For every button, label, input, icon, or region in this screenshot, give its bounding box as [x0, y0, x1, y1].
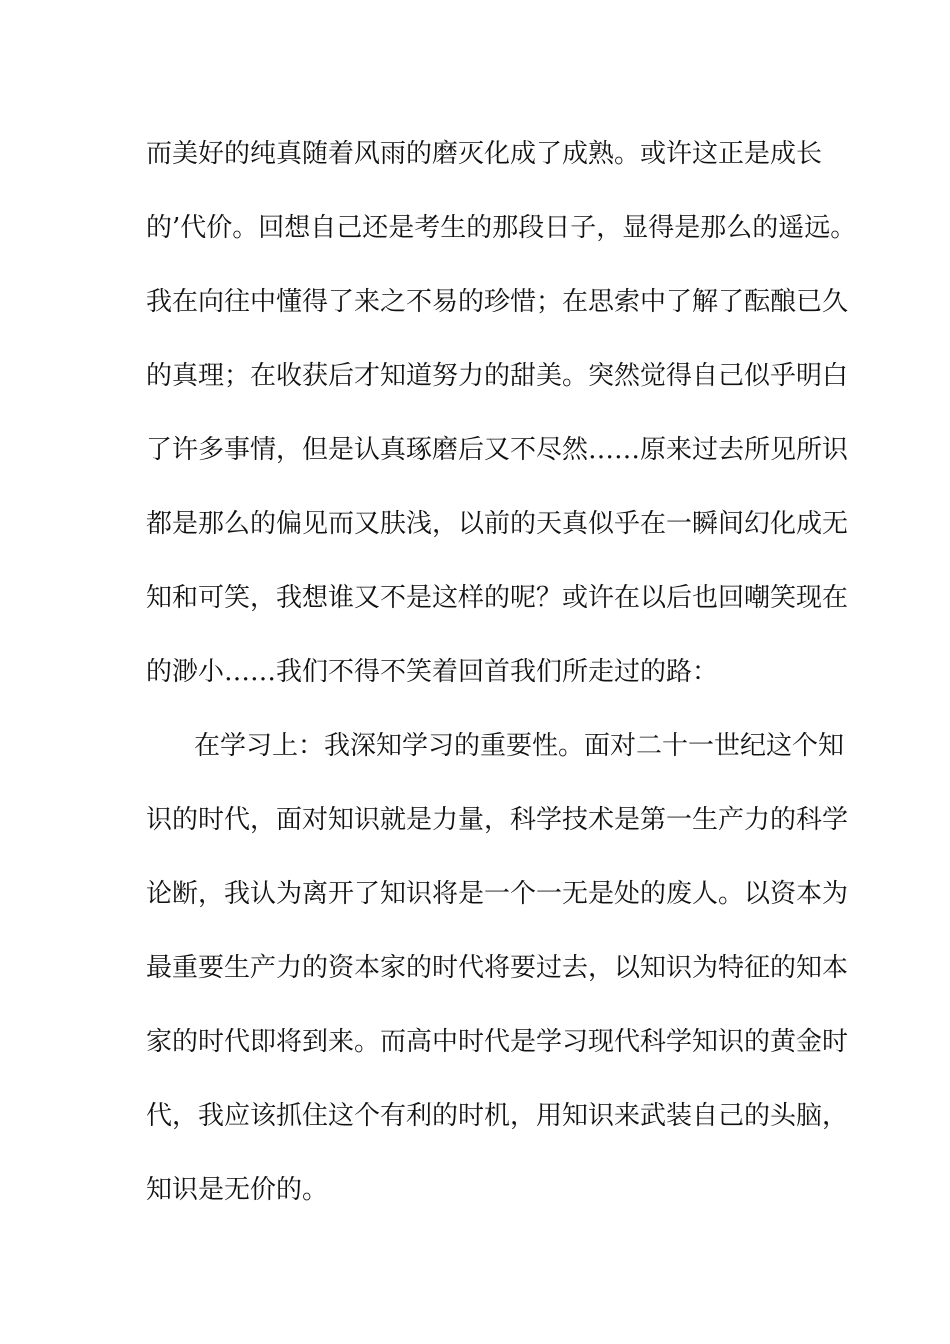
paragraph-line: 都是那么的偏见而又肤浅，以前的天真似乎在一瞬间幻化成无: [146, 509, 849, 539]
paragraph-line: 了许多事情，但是认真琢磨后又不尽然……原来过去所见所识: [146, 435, 849, 465]
paragraph-line: 论断，我认为离开了知识将是一个一无是处的废人。以资本为: [146, 879, 849, 909]
paragraph-line: 我在向往中懂得了来之不易的珍惜；在思索中了解了酝酿已久: [146, 287, 849, 317]
paragraph-line: 最重要生产力的资本家的时代将要过去，以知识为特征的知本: [146, 953, 849, 983]
paragraph-line: 的真理；在收获后才知道努力的甜美。突然觉得自己似乎明白: [146, 361, 849, 391]
body-text: [146, 138, 857, 1248]
paragraph-line: 代，我应该抓住这个有利的时机，用知识来武装自己的头脑，: [146, 1101, 849, 1131]
paragraph-line: 知识是无价的。: [146, 1175, 329, 1205]
paragraph-line: 而美好的纯真随着风雨的磨灭化成了成熟。或许这正是成长: [146, 139, 823, 169]
paragraph-line: 识的时代，面对知识就是力量，科学技术是第一生产力的科学: [146, 805, 849, 835]
paragraph-line: 的’代价。回想自己还是考生的那段日子，显得是那么的遥远。: [146, 213, 857, 243]
paragraph-line: 知和可笑，我想谁又不是这样的呢？或许在以后也回嘲笑现在: [146, 583, 849, 613]
paragraph-line: 在学习上：我深知学习的重要性。面对二十一世纪这个知: [194, 731, 845, 761]
paragraph-line: 家的时代即将到来。而高中时代是学习现代科学知识的黄金时: [146, 1027, 849, 1057]
paragraph-line: 的渺小……我们不得不笑着回首我们所走过的路：: [146, 657, 719, 687]
